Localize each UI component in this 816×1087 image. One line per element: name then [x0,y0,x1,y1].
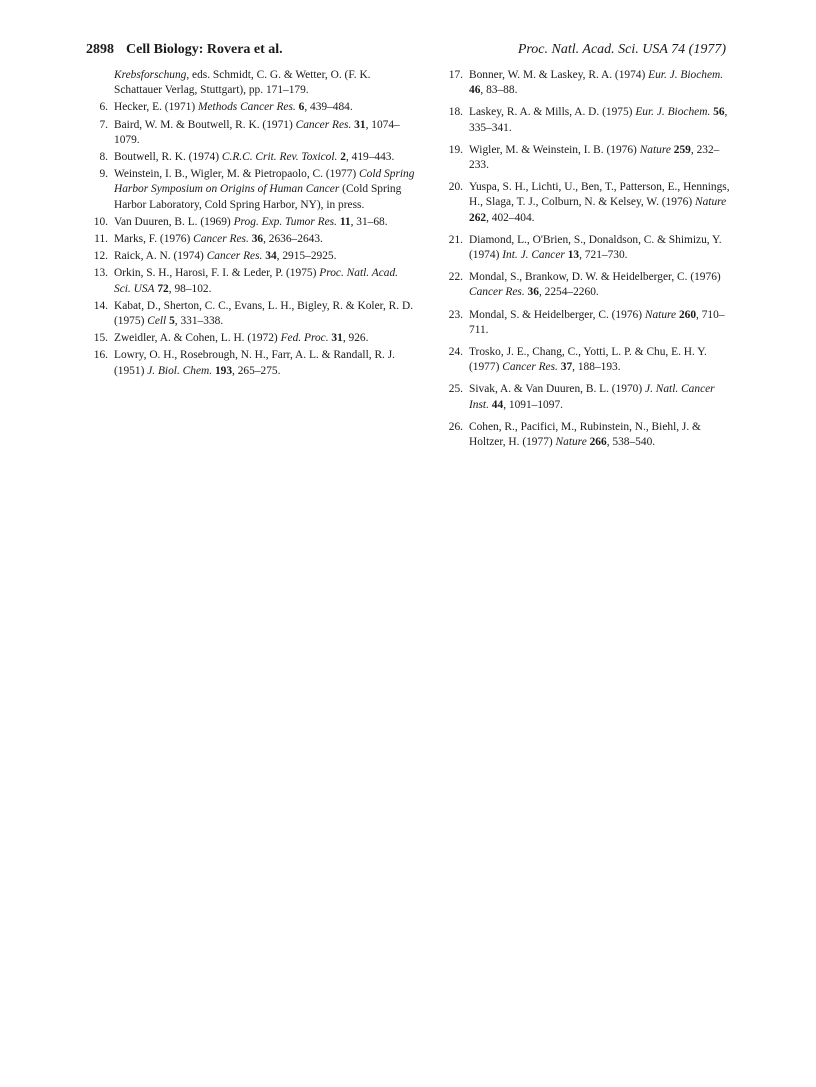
ref-volume: 31 [331,332,343,345]
ref-authors: Trosko, J. E., Chang, C., Yotti, L. P. & Chu, E. H. Y. (1977) [469,346,707,374]
ref-pages: , 1074–1079. [114,118,400,146]
ref-authors: Bonner, W. M. & Laskey, R. A. (1974) [469,69,649,81]
ref-volume: 13 [567,249,580,262]
ref-journal: Methods Cancer Res. [198,101,296,114]
journal-citation: Proc. Natl. Acad. Sci. USA 74 (1977) [517,42,726,57]
ref-journal: Krebsforschung [114,69,187,81]
ref-journal: Nature [644,308,677,321]
ref-authors: Weinstein, I. B., Wigler, M. & Pietropaolo, C. (1977) [114,168,360,181]
ref-authors: Zweidler, A. & Cohen, L. H. (1972) [114,332,281,345]
ref-pages: , 402–404. [486,211,535,224]
ref-number: 7. [99,118,108,131]
ref-number: 8. [99,151,108,164]
ref-journal: Eur. J. Biochem. [648,69,724,81]
reference-item [86,331,416,346]
ref-volume: 72 [157,282,169,295]
ref-volume: 36 [251,233,264,246]
ref-volume: 34 [265,250,277,263]
reference-item [441,233,731,263]
ref-journal: Nature [639,143,671,156]
reference-item [86,118,416,148]
ref-authors: Yuspa, S. H., Lichti, U., Ben, T., Patterson, E., Hennings, H., Slaga, T. J., Colburn, N. & Kelsey, W. (1976) [469,181,730,209]
ref-journal: Cancer Res. [193,233,249,246]
ref-number: 24. [448,346,463,359]
ref-pages: , 188–193. [572,361,621,374]
ref-authors: Orkin, S. H., Harosi, F. I. & Leder, P. (1975) [114,267,320,280]
ref-pages: , 926. [342,332,369,345]
ref-volume: 260 [678,308,697,321]
ref-authors: Hecker, E. (1971) [114,101,198,114]
ref-authors: Laskey, R. A. & Mills, A. D. (1975) [469,106,636,119]
ref-pages: , 2254–2260. [538,286,599,299]
ref-number: 11. [94,233,108,246]
ref-number: 20. [448,181,463,194]
ref-pages: , 419–443. [345,151,395,164]
ref-journal: Cold Spring Harbor Symposium on Origins of Human Cancer [114,168,415,196]
ref-pages: , 1091–1097. [503,398,563,411]
ref-number: 23. [448,308,463,321]
ref-journal: Nature [555,436,587,449]
reference-item [86,100,416,115]
ref-authors: Boutwell, R. K. (1974) [114,151,222,164]
reference-item [86,348,416,378]
ref-volume: 193 [214,364,233,377]
ref-number: 13. [93,267,108,280]
ref-volume: 11 [339,215,351,228]
ref-journal: C.R.C. Crit. Rev. Toxicol. [221,151,338,164]
ref-journal: Nature [695,196,727,209]
ref-authors: Cohen, R., Pacifici, M., Rubinstein, N., Biehl, J. & Holtzer, H. (1977) [469,420,701,449]
ref-authors: Marks, F. (1976) [114,233,194,246]
ref-volume: 56 [713,106,725,119]
ref-volume: 44 [491,398,504,411]
ref-number: 19. [448,143,463,156]
page-number: 2898 [86,42,114,57]
ref-pages: , 265–275. [232,364,281,377]
reference-item [441,270,731,300]
ref-number: 17. [448,69,463,81]
reference-item [441,68,731,98]
ref-authors: Wigler, M. & Weinstein, I. B. (1976) [469,143,640,156]
references-right-column [441,68,731,457]
ref-rest: , eds. Schmidt, C. G. & Wetter, O. (F. K. Schattauer Verlag, Stuttgart), pp. 171–179. [114,69,371,97]
reference-item [441,143,731,173]
ref-journal: Fed. Proc. [280,332,329,345]
ref-pages: , 335–341. [469,106,728,134]
ref-journal: Cell [147,315,167,328]
reference-item [86,167,416,213]
reference-item [441,105,731,135]
ref-authors: Mondal, S., Brankow, D. W. & Heidelberger, C. (1976) [469,271,721,284]
reference-item [86,266,416,296]
ref-authors: Diamond, L., O'Brien, S., Donaldson, C. & Shimizu, Y. (1974) [469,233,722,262]
running-title: Cell Biology: Rovera et al. [126,42,283,57]
ref-pages: , 2636–2643. [263,233,323,246]
ref-volume: 259 [673,143,691,156]
ref-number: 10. [93,215,108,228]
ref-pages: , 721–730. [579,249,628,262]
ref-authors: Van Duuren, B. L. (1969) [114,215,234,228]
reference-item [441,180,731,226]
ref-authors: Kabat, D., Sherton, C. C., Evans, L. H., Bigley, R. & Koler, R. D. (1975) [114,299,414,328]
reference-item [441,382,731,412]
references-left-column [86,68,416,381]
ref-authors: Mondal, S. & Heidelberger, C. (1976) [469,308,645,321]
ref-pages: , 232–233. [469,143,720,172]
ref-number: 15. [93,332,108,345]
ref-number: 12. [93,250,108,263]
ref-journal: Int. J. Cancer [502,249,565,262]
ref-pages: , 83–88. [480,84,518,97]
ref-number: 26. [448,420,463,433]
reference-item [86,232,416,247]
ref-pages: (Cold Spring Harbor Laboratory, Cold Spring Harbor, NY), in press. [114,183,402,211]
ref-volume: 31 [354,118,366,131]
ref-authors: Lowry, O. H., Rosebrough, N. H., Farr, A. L. & Randall, R. J. (1951) [114,349,396,377]
ref-journal: Cancer Res. [469,286,525,299]
ref-pages: , 331–338. [174,315,224,328]
reference-item [86,299,416,329]
ref-volume: 36 [527,286,539,299]
ref-authors: Sivak, A. & Van Duuren, B. L. (1970) [469,383,646,396]
ref-number: 14. [93,299,108,312]
ref-pages: , 710–711. [469,308,725,336]
reference-item [86,215,416,230]
ref-volume: 266 [589,436,607,449]
ref-volume: 262 [469,211,487,224]
ref-journal: Cancer Res. [502,361,558,374]
ref-journal: Prog. Exp. Tumor Res. [233,215,337,228]
ref-number: 25. [448,383,463,396]
ref-journal: J. Biol. Chem. [147,364,213,377]
reference-item [86,150,416,165]
ref-number: 16. [93,349,108,362]
ref-journal: Eur. J. Biochem. [635,106,711,119]
ref-volume: 37 [560,361,573,374]
ref-number: 22. [448,271,463,284]
ref-volume: 5 [169,315,175,328]
ref-volume: 2 [340,151,346,164]
ref-number: 9. [99,168,108,181]
ref-number: 21. [448,233,463,246]
ref-authors: Baird, W. M. & Boutwell, R. K. (1971) [114,118,296,131]
ref-journal: Cancer Res. [295,118,352,131]
ref-number: 6. [99,101,108,114]
ref-volume: 6 [298,101,305,114]
reference-continuation [86,68,416,98]
ref-pages: , 439–484. [304,101,353,114]
ref-number: 18. [448,106,463,119]
ref-journal: Proc. Natl. Acad. Sci. USA [114,267,399,295]
reference-item [441,345,731,375]
reference-item [441,308,731,338]
ref-volume: 46 [469,84,481,97]
ref-pages: , 538–540. [606,436,656,449]
reference-item [86,249,416,264]
reference-item [441,420,731,450]
ref-pages: , 98–102. [168,282,212,295]
ref-pages: , 31–68. [350,215,388,228]
page-header [86,42,726,62]
ref-journal: Cancer Res. [206,250,263,263]
ref-pages: , 2915–2925. [276,250,337,263]
ref-authors: Raick, A. N. (1974) [114,250,207,263]
ref-journal: J. Natl. Cancer Inst. [469,383,715,411]
